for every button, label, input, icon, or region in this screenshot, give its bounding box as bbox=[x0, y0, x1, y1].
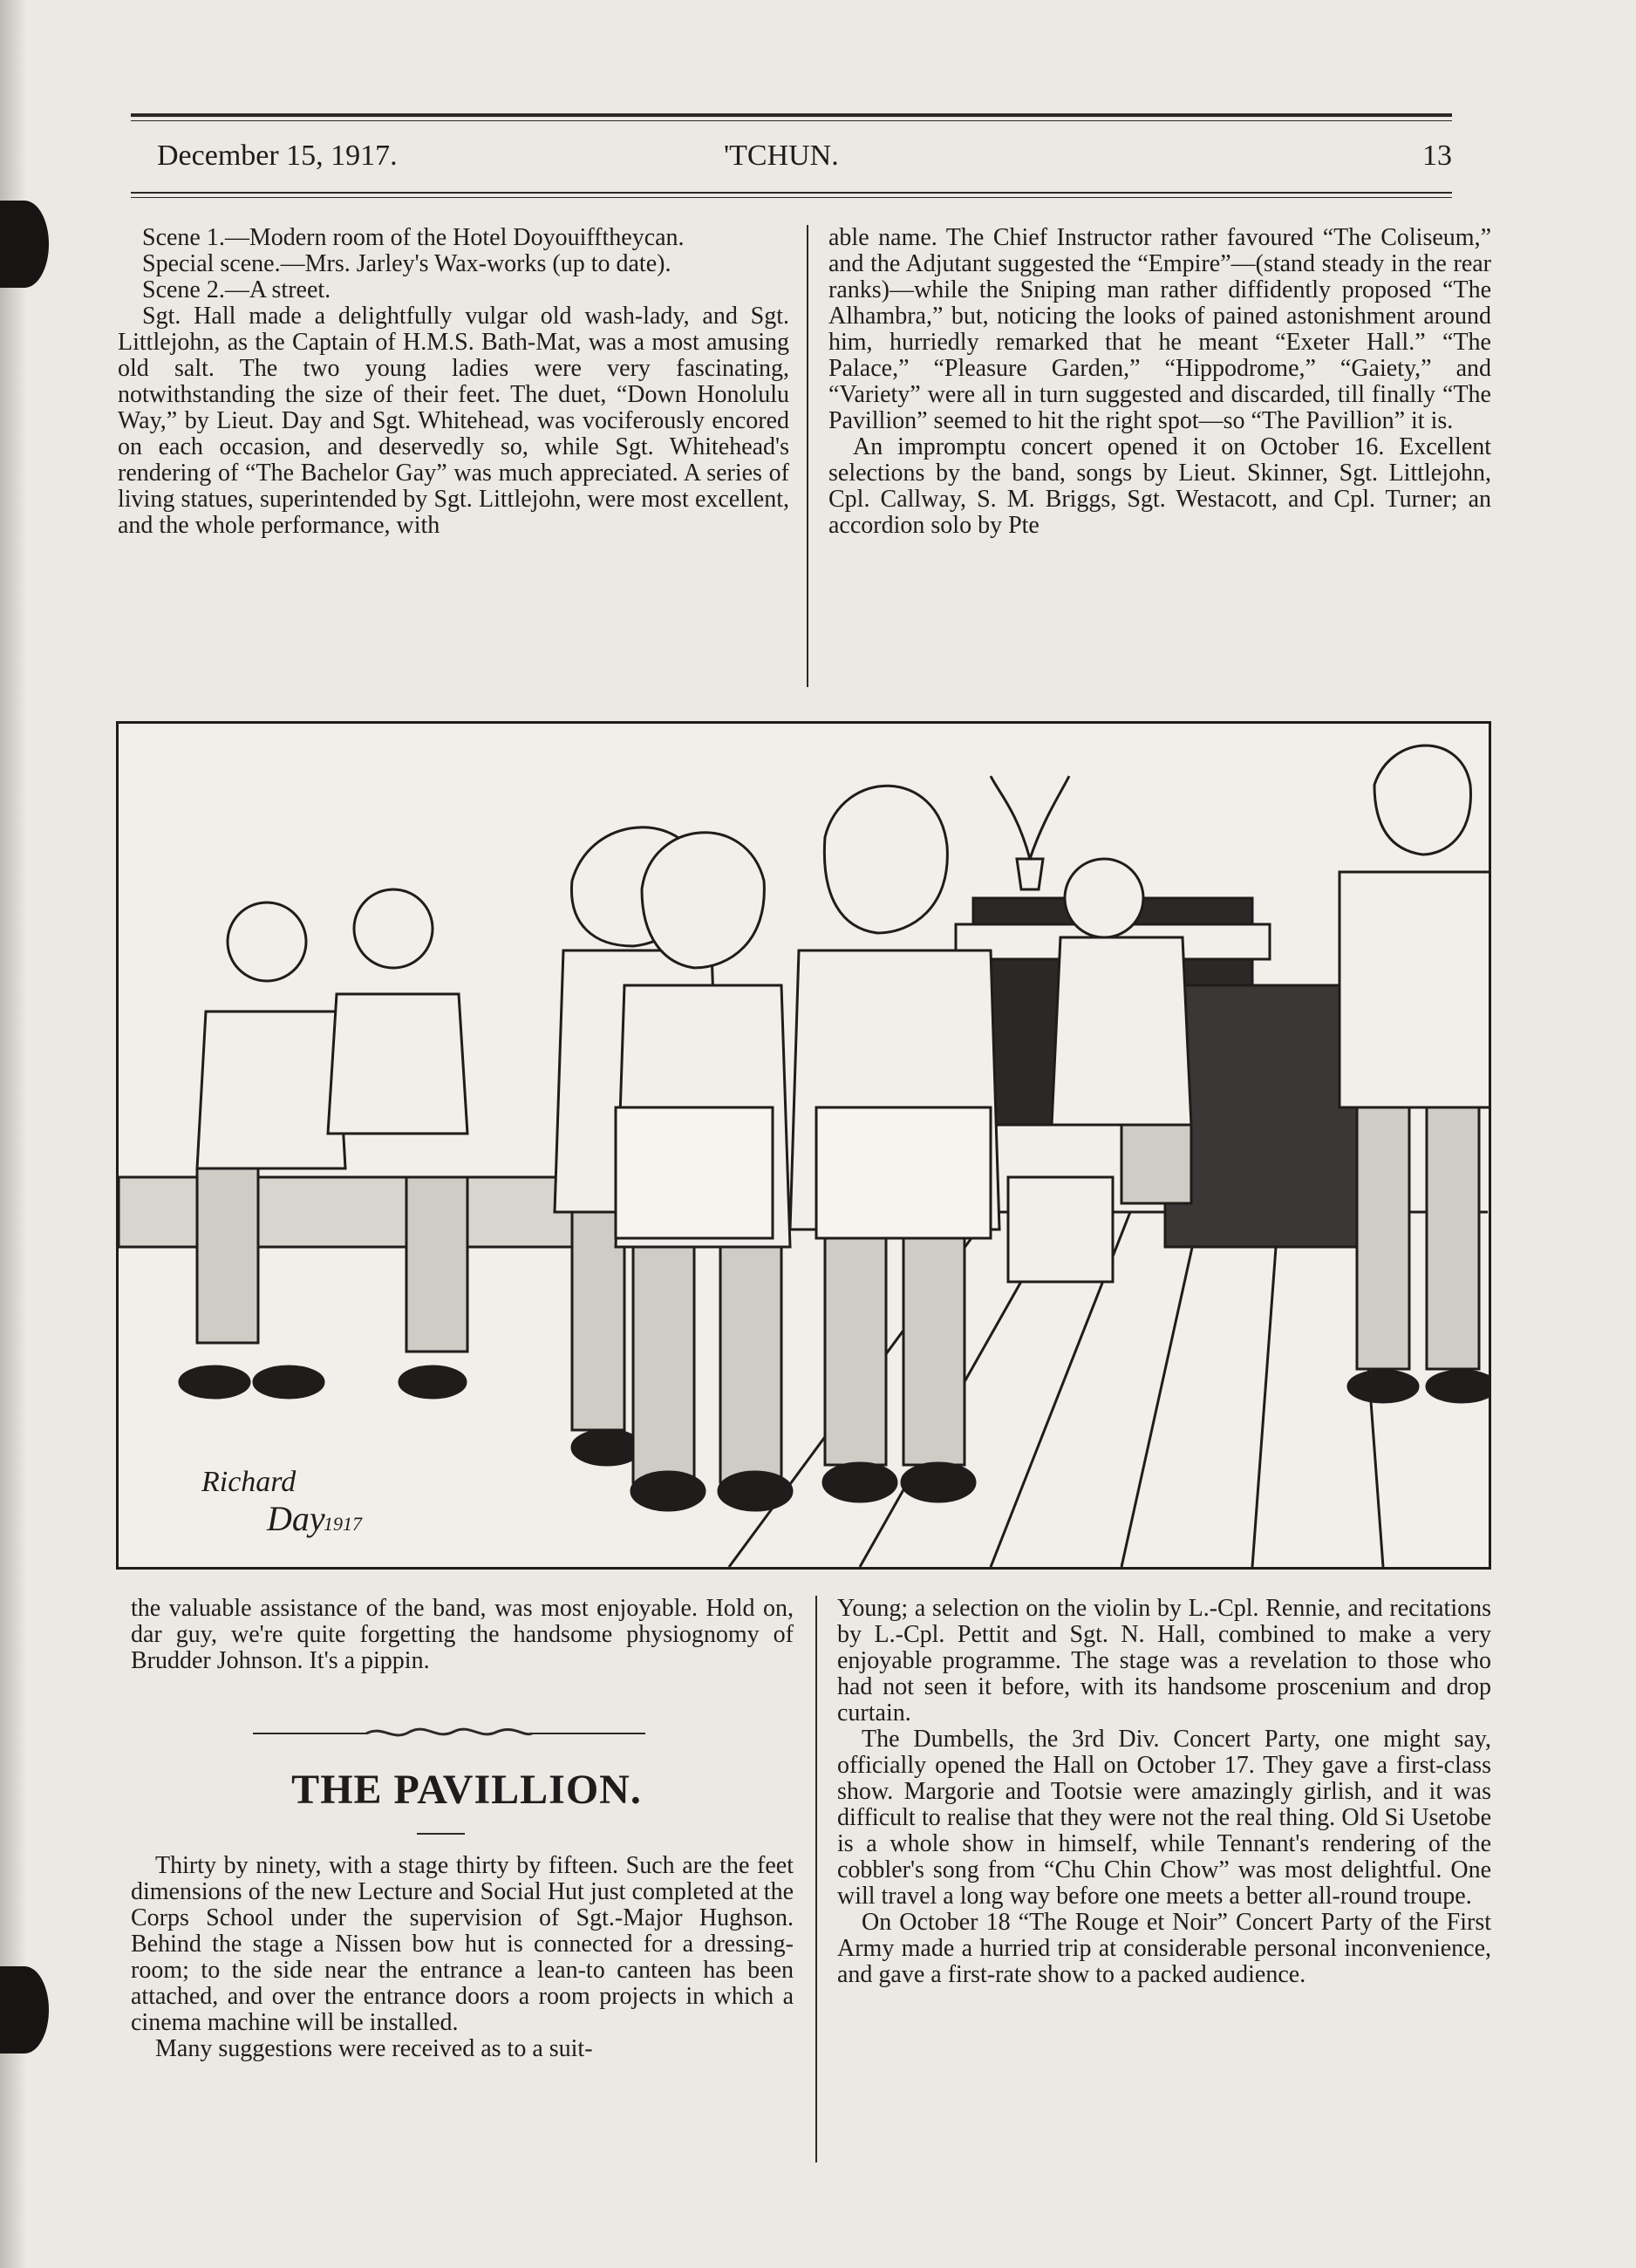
paragraph: On October 18 “The Rouge et Noir” Concert Party of the First Army made a hurried trip at considerable personal inconvenience, and gave a first-rate show to a packed audience. bbox=[837, 1909, 1491, 1988]
paragraph: Many suggestions were received as to a suit- bbox=[155, 2035, 593, 2062]
signature-name: Richard bbox=[201, 1466, 297, 1498]
header-date: December 15, 1917. bbox=[157, 140, 398, 172]
paragraph: Scene 1.—Modern room of the Hotel Doyouifftheycan. bbox=[142, 224, 685, 251]
top-right-column bbox=[828, 225, 1491, 539]
section-title: THE PAVILLION. bbox=[291, 1767, 642, 1813]
paragraph: Young; a selection on the violin by L.-Cpl. Rennie, and recitations by L.-Cpl. Pettit and Sgt. N. Hall, combined to make a very enjoyable programme. The stage was a revelation to those who had not seen it before, with its handsome proscenium and drop curtain. bbox=[837, 1595, 1491, 1727]
top-left-column bbox=[118, 225, 789, 539]
paragraph: Thirty by ninety, with a stage thirty by fifteen. Such are the feet dimensions of the new Lecture and Social Hut just completed at the Corps School under the supervision of Sgt.-Major Hughson. Behind the stage a Nissen bow hut is connected for a dressing-room; to the side near the entrance a lean-to canteen has been attached, and over the entrance doors a room projects in which a cinema machine will be installed. bbox=[131, 1852, 794, 2036]
header-rule-top-thin bbox=[131, 120, 1452, 121]
header-title: 'TCHUN. bbox=[724, 140, 839, 172]
column-divider-top bbox=[807, 225, 808, 687]
paragraph: The Dumbells, the 3rd Div. Concert Party, one might say, officially opened the Hall on October 17. They gave a first-class show. Margorie and Tootsie were amazingly girlish, and it was difficult to realise that they were not the real thing. Old Si Usetobe is a whole show in himself, while Tennant's rendering of the cobbler's song from “Chu Chin Chow” was most delightful. One will travel a long way before one meets a better all-round troupe. bbox=[837, 1726, 1491, 1910]
binding-hole-top bbox=[0, 201, 49, 288]
column-divider-bottom bbox=[815, 1596, 817, 2162]
page-header bbox=[157, 131, 1452, 183]
signature-surname: Day bbox=[267, 1499, 325, 1538]
signature-year: 1917 bbox=[324, 1513, 362, 1535]
header-rule-bottom-thin bbox=[131, 197, 1452, 198]
paragraph: Sgt. Hall made a delightfully vulgar old wash-lady, and Sgt. Littlejohn, as the Captain of H.M.S. Bath-Mat, was a most amusing old salt. The two young ladies were very fascinating, notwithstanding the size of their feet. The duet, “Down Honolulu Way,” by Lieut. Day and Sgt. Whitehead, was vociferously encored on each occasion, and deservedly so, while Sgt. Whitehead's rendering of “The Bachelor Gay” was much appreciated. A series of living statues, superintended by Sgt. Littlejohn, were most excellent, and the whole performance, with bbox=[118, 303, 789, 539]
title-underline bbox=[417, 1833, 465, 1835]
header-rule-top bbox=[131, 113, 1452, 117]
header-rule-bottom bbox=[131, 192, 1452, 194]
cartoon-illustration bbox=[116, 721, 1491, 1570]
header-page-number: 13 bbox=[1422, 140, 1452, 172]
paragraph: able name. The Chief Instructor rather favoured “The Coliseum,” and the Adjutant suggested the “Empire”—(stand steady in the rear ranks)—while the Sniping man rather diffidently proposed “The Alhambra,” but, noticing the looks of pained astonishment around him, hurriedly remarked that he meant “Exeter Hall.” “The Palace,” “Pleasure Garden,” “Hippodrome,” “Gaiety,” and “Variety” were all in turn suggested and discarded, till finally “The Pavillion” seemed to hit the right spot—so “The Pavillion” it is. bbox=[828, 224, 1491, 434]
paragraph: the valuable assistance of the band, was most enjoyable. Hold on, dar guy, we're quite forgetting the handsome physiognomy of Brudder Johnson. It's a pippin. bbox=[131, 1595, 794, 1674]
bottom-right-column bbox=[837, 1596, 1491, 1988]
section-column bbox=[131, 1853, 794, 2062]
bottom-left-column bbox=[131, 1596, 794, 1674]
paragraph: An impromptu concert opened it on October 16. Excellent selections by the band, songs by Lieut. Skinner, Sgt. Littlejohn, Cpl. Callway, S. M. Briggs, Sgt. Westacott, and Cpl. Turner; an accordion solo by Pte bbox=[828, 433, 1491, 539]
page-edge-shadow bbox=[0, 0, 26, 2268]
binding-hole-bottom bbox=[0, 1966, 49, 2053]
ornament-divider bbox=[253, 1718, 645, 1744]
paragraph: Special scene.—Mrs. Jarley's Wax-works (up to date). bbox=[142, 250, 671, 277]
cartoon-drawing bbox=[119, 724, 1489, 1567]
paragraph: Scene 2.—A street. bbox=[142, 276, 331, 303]
